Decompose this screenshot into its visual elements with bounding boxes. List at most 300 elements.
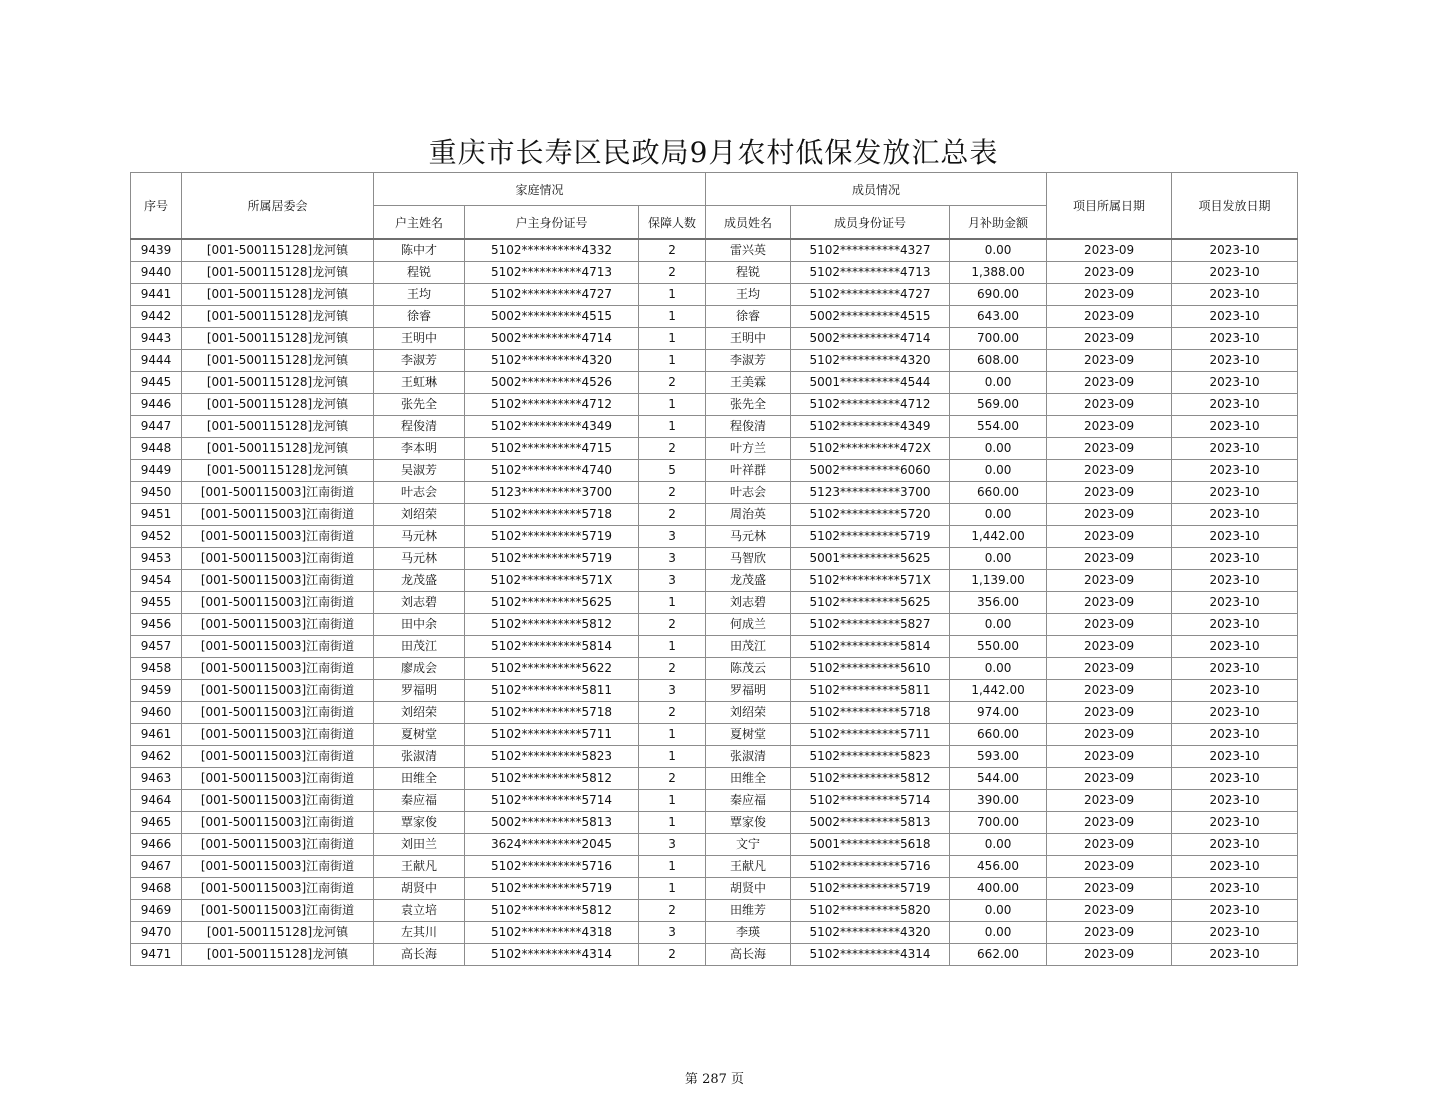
cell-project-date: 2023-09 <box>1047 834 1172 856</box>
cell-head-name: 刘田兰 <box>374 834 465 856</box>
cell-head-id: 5102**********5812 <box>465 900 639 922</box>
cell-amount: 974.00 <box>950 702 1047 724</box>
table-row <box>131 416 1298 438</box>
cell-amount: 390.00 <box>950 790 1047 812</box>
header-row-group <box>131 173 1298 206</box>
cell-member-name: 徐睿 <box>706 306 791 328</box>
cell-committee: [001-500115003]江南街道 <box>182 614 374 636</box>
cell-count: 2 <box>639 702 706 724</box>
cell-count: 1 <box>639 416 706 438</box>
cell-committee: [001-500115128]龙河镇 <box>182 328 374 350</box>
cell-amount: 356.00 <box>950 592 1047 614</box>
cell-member-name: 程锐 <box>706 262 791 284</box>
cell-project-date: 2023-09 <box>1047 350 1172 372</box>
cell-seq: 9450 <box>131 482 182 504</box>
cell-committee: [001-500115128]龙河镇 <box>182 372 374 394</box>
cell-member-name: 刘绍荣 <box>706 702 791 724</box>
cell-issue-date: 2023-10 <box>1172 746 1298 768</box>
cell-member-name: 高长海 <box>706 944 791 966</box>
cell-count: 2 <box>639 768 706 790</box>
cell-issue-date: 2023-10 <box>1172 460 1298 482</box>
cell-seq: 9453 <box>131 548 182 570</box>
cell-project-date: 2023-09 <box>1047 239 1172 262</box>
cell-issue-date: 2023-10 <box>1172 856 1298 878</box>
cell-count: 3 <box>639 526 706 548</box>
cell-head-name: 吴淑芳 <box>374 460 465 482</box>
cell-committee: [001-500115003]江南街道 <box>182 482 374 504</box>
cell-head-id: 5102**********4727 <box>465 284 639 306</box>
table-row <box>131 262 1298 284</box>
page-footer <box>0 1068 1429 1088</box>
cell-count: 1 <box>639 856 706 878</box>
page-suffix: 页 <box>731 1072 745 1087</box>
cell-amount: 660.00 <box>950 724 1047 746</box>
table-row <box>131 614 1298 636</box>
table-row <box>131 394 1298 416</box>
cell-amount: 0.00 <box>950 438 1047 460</box>
table-row <box>131 526 1298 548</box>
cell-head-name: 张先全 <box>374 394 465 416</box>
cell-seq: 9447 <box>131 416 182 438</box>
cell-member-name: 王美霖 <box>706 372 791 394</box>
cell-head-id: 5002**********5813 <box>465 812 639 834</box>
cell-project-date: 2023-09 <box>1047 592 1172 614</box>
cell-head-name: 刘绍荣 <box>374 702 465 724</box>
cell-seq: 9458 <box>131 658 182 680</box>
cell-amount: 690.00 <box>950 284 1047 306</box>
table-row <box>131 944 1298 966</box>
table-row <box>131 284 1298 306</box>
cell-committee: [001-500115003]江南街道 <box>182 680 374 702</box>
cell-member-name: 叶志会 <box>706 482 791 504</box>
cell-count: 2 <box>639 504 706 526</box>
cell-amount: 0.00 <box>950 504 1047 526</box>
cell-member-id: 5102**********5716 <box>791 856 950 878</box>
cell-committee: [001-500115128]龙河镇 <box>182 922 374 944</box>
header-issue-date: 项目发放日期 <box>1172 173 1298 240</box>
cell-count: 1 <box>639 636 706 658</box>
table-row <box>131 724 1298 746</box>
cell-head-id: 5102**********4715 <box>465 438 639 460</box>
cell-head-name: 马元林 <box>374 548 465 570</box>
cell-member-id: 5102**********5812 <box>791 768 950 790</box>
cell-member-name: 王明中 <box>706 328 791 350</box>
cell-seq: 9449 <box>131 460 182 482</box>
cell-issue-date: 2023-10 <box>1172 592 1298 614</box>
cell-member-id: 5002**********6060 <box>791 460 950 482</box>
cell-seq: 9463 <box>131 768 182 790</box>
header-project-date: 项目所属日期 <box>1047 173 1172 240</box>
cell-member-name: 刘志碧 <box>706 592 791 614</box>
cell-member-id: 5102**********4327 <box>791 239 950 262</box>
cell-committee: [001-500115003]江南街道 <box>182 878 374 900</box>
cell-issue-date: 2023-10 <box>1172 239 1298 262</box>
header-member-group: 成员情况 <box>706 173 1047 206</box>
cell-seq: 9445 <box>131 372 182 394</box>
cell-head-name: 左其川 <box>374 922 465 944</box>
cell-seq: 9444 <box>131 350 182 372</box>
cell-amount: 700.00 <box>950 812 1047 834</box>
cell-member-name: 叶方兰 <box>706 438 791 460</box>
cell-seq: 9439 <box>131 239 182 262</box>
cell-head-name: 张淑清 <box>374 746 465 768</box>
cell-issue-date: 2023-10 <box>1172 482 1298 504</box>
page-title: 重庆市长寿区民政局9月农村低保发放汇总表 <box>428 136 999 169</box>
header-seq: 序号 <box>131 173 182 240</box>
cell-project-date: 2023-09 <box>1047 284 1172 306</box>
cell-count: 1 <box>639 746 706 768</box>
table-row <box>131 372 1298 394</box>
cell-member-id: 5102**********5610 <box>791 658 950 680</box>
cell-member-id: 5102**********5811 <box>791 680 950 702</box>
cell-issue-date: 2023-10 <box>1172 900 1298 922</box>
cell-member-id: 5102**********4713 <box>791 262 950 284</box>
cell-count: 3 <box>639 570 706 592</box>
cell-issue-date: 2023-10 <box>1172 922 1298 944</box>
cell-project-date: 2023-09 <box>1047 504 1172 526</box>
cell-amount: 544.00 <box>950 768 1047 790</box>
cell-committee: [001-500115003]江南街道 <box>182 702 374 724</box>
cell-project-date: 2023-09 <box>1047 482 1172 504</box>
table-row <box>131 306 1298 328</box>
cell-amount: 0.00 <box>950 239 1047 262</box>
cell-member-id: 5102**********4727 <box>791 284 950 306</box>
table-row <box>131 856 1298 878</box>
cell-member-name: 陈茂云 <box>706 658 791 680</box>
cell-issue-date: 2023-10 <box>1172 284 1298 306</box>
cell-head-id: 5102**********5718 <box>465 702 639 724</box>
header-committee: 所属居委会 <box>182 173 374 240</box>
cell-seq: 9461 <box>131 724 182 746</box>
cell-member-id: 5102**********5720 <box>791 504 950 526</box>
cell-member-name: 秦应福 <box>706 790 791 812</box>
table-row <box>131 834 1298 856</box>
cell-head-id: 5102**********4332 <box>465 239 639 262</box>
cell-member-id: 5102**********5718 <box>791 702 950 724</box>
cell-count: 2 <box>639 438 706 460</box>
cell-head-name: 刘绍荣 <box>374 504 465 526</box>
cell-member-name: 王献凡 <box>706 856 791 878</box>
cell-committee: [001-500115003]江南街道 <box>182 834 374 856</box>
cell-count: 2 <box>639 262 706 284</box>
cell-head-id: 5102**********5718 <box>465 504 639 526</box>
cell-amount: 0.00 <box>950 834 1047 856</box>
page-number: 287 <box>702 1072 727 1087</box>
cell-member-name: 文宁 <box>706 834 791 856</box>
cell-head-id: 5102**********4349 <box>465 416 639 438</box>
cell-count: 1 <box>639 394 706 416</box>
cell-committee: [001-500115128]龙河镇 <box>182 460 374 482</box>
cell-issue-date: 2023-10 <box>1172 614 1298 636</box>
cell-head-name: 罗福明 <box>374 680 465 702</box>
cell-count: 2 <box>639 239 706 262</box>
cell-amount: 0.00 <box>950 372 1047 394</box>
cell-project-date: 2023-09 <box>1047 460 1172 482</box>
table-row <box>131 658 1298 680</box>
cell-committee: [001-500115003]江南街道 <box>182 746 374 768</box>
table-row <box>131 482 1298 504</box>
table-row <box>131 702 1298 724</box>
cell-project-date: 2023-09 <box>1047 944 1172 966</box>
cell-seq: 9452 <box>131 526 182 548</box>
cell-head-name: 秦应福 <box>374 790 465 812</box>
cell-member-id: 5001**********5625 <box>791 548 950 570</box>
cell-issue-date: 2023-10 <box>1172 372 1298 394</box>
table-row <box>131 790 1298 812</box>
cell-head-id: 5102**********571X <box>465 570 639 592</box>
cell-amount: 400.00 <box>950 878 1047 900</box>
cell-count: 2 <box>639 900 706 922</box>
cell-committee: [001-500115003]江南街道 <box>182 526 374 548</box>
cell-member-name: 田维芳 <box>706 900 791 922</box>
cell-head-id: 5102**********5716 <box>465 856 639 878</box>
cell-member-name: 李瑛 <box>706 922 791 944</box>
cell-issue-date: 2023-10 <box>1172 768 1298 790</box>
cell-head-name: 程俊清 <box>374 416 465 438</box>
cell-project-date: 2023-09 <box>1047 438 1172 460</box>
cell-seq: 9459 <box>131 680 182 702</box>
cell-seq: 9464 <box>131 790 182 812</box>
cell-member-id: 5102**********5719 <box>791 526 950 548</box>
cell-head-id: 5102**********5711 <box>465 724 639 746</box>
cell-member-name: 程俊清 <box>706 416 791 438</box>
cell-member-id: 5001**********4544 <box>791 372 950 394</box>
cell-head-id: 5102**********5812 <box>465 614 639 636</box>
cell-amount: 643.00 <box>950 306 1047 328</box>
cell-head-id: 5102**********5714 <box>465 790 639 812</box>
table-row <box>131 570 1298 592</box>
cell-member-name: 夏树堂 <box>706 724 791 746</box>
cell-committee: [001-500115128]龙河镇 <box>182 262 374 284</box>
cell-head-id: 5102**********5823 <box>465 746 639 768</box>
cell-seq: 9462 <box>131 746 182 768</box>
cell-member-name: 马元林 <box>706 526 791 548</box>
cell-seq: 9471 <box>131 944 182 966</box>
cell-committee: [001-500115003]江南街道 <box>182 636 374 658</box>
cell-project-date: 2023-09 <box>1047 856 1172 878</box>
cell-amount: 0.00 <box>950 548 1047 570</box>
cell-seq: 9448 <box>131 438 182 460</box>
cell-amount: 593.00 <box>950 746 1047 768</box>
table-row <box>131 350 1298 372</box>
cell-count: 1 <box>639 328 706 350</box>
cell-head-id: 5102**********5719 <box>465 526 639 548</box>
cell-member-id: 5002**********5813 <box>791 812 950 834</box>
cell-head-id: 5102**********5814 <box>465 636 639 658</box>
cell-head-name: 胡贤中 <box>374 878 465 900</box>
cell-member-name: 张淑清 <box>706 746 791 768</box>
cell-issue-date: 2023-10 <box>1172 702 1298 724</box>
cell-member-id: 5102**********4320 <box>791 350 950 372</box>
cell-head-name: 田中余 <box>374 614 465 636</box>
cell-seq: 9465 <box>131 812 182 834</box>
cell-project-date: 2023-09 <box>1047 790 1172 812</box>
cell-count: 1 <box>639 284 706 306</box>
cell-member-name: 何成兰 <box>706 614 791 636</box>
cell-issue-date: 2023-10 <box>1172 548 1298 570</box>
cell-project-date: 2023-09 <box>1047 658 1172 680</box>
table-row <box>131 878 1298 900</box>
cell-head-name: 李本明 <box>374 438 465 460</box>
cell-head-name: 王明中 <box>374 328 465 350</box>
cell-amount: 554.00 <box>950 416 1047 438</box>
cell-head-id: 5102**********5719 <box>465 878 639 900</box>
cell-committee: [001-500115128]龙河镇 <box>182 394 374 416</box>
cell-head-name: 陈中才 <box>374 239 465 262</box>
cell-count: 2 <box>639 372 706 394</box>
cell-member-id: 5002**********4714 <box>791 328 950 350</box>
cell-issue-date: 2023-10 <box>1172 328 1298 350</box>
cell-amount: 0.00 <box>950 460 1047 482</box>
cell-member-name: 张先全 <box>706 394 791 416</box>
cell-head-id: 5002**********4526 <box>465 372 639 394</box>
cell-count: 3 <box>639 680 706 702</box>
cell-head-id: 5002**********4714 <box>465 328 639 350</box>
cell-issue-date: 2023-10 <box>1172 636 1298 658</box>
cell-amount: 662.00 <box>950 944 1047 966</box>
cell-count: 1 <box>639 812 706 834</box>
table-row <box>131 592 1298 614</box>
cell-seq: 9455 <box>131 592 182 614</box>
cell-member-name: 王均 <box>706 284 791 306</box>
cell-issue-date: 2023-10 <box>1172 570 1298 592</box>
cell-issue-date: 2023-10 <box>1172 504 1298 526</box>
cell-issue-date: 2023-10 <box>1172 944 1298 966</box>
cell-committee: [001-500115003]江南街道 <box>182 812 374 834</box>
cell-issue-date: 2023-10 <box>1172 306 1298 328</box>
cell-member-id: 5102**********5625 <box>791 592 950 614</box>
header-family-group: 家庭情况 <box>374 173 706 206</box>
table-row <box>131 768 1298 790</box>
table-row <box>131 900 1298 922</box>
cell-count: 3 <box>639 922 706 944</box>
cell-amount: 550.00 <box>950 636 1047 658</box>
cell-issue-date: 2023-10 <box>1172 680 1298 702</box>
table-row <box>131 504 1298 526</box>
cell-committee: [001-500115128]龙河镇 <box>182 284 374 306</box>
cell-member-id: 5001**********5618 <box>791 834 950 856</box>
cell-head-name: 叶志会 <box>374 482 465 504</box>
cell-committee: [001-500115003]江南街道 <box>182 724 374 746</box>
cell-member-id: 5102**********472X <box>791 438 950 460</box>
cell-head-id: 5102**********5719 <box>465 548 639 570</box>
cell-project-date: 2023-09 <box>1047 878 1172 900</box>
cell-head-name: 王献凡 <box>374 856 465 878</box>
cell-count: 2 <box>639 482 706 504</box>
cell-member-name: 罗福明 <box>706 680 791 702</box>
cell-committee: [001-500115003]江南街道 <box>182 856 374 878</box>
table-row <box>131 680 1298 702</box>
cell-member-id: 5102**********5814 <box>791 636 950 658</box>
cell-committee: [001-500115003]江南街道 <box>182 900 374 922</box>
cell-member-name: 田维全 <box>706 768 791 790</box>
cell-amount: 608.00 <box>950 350 1047 372</box>
cell-count: 2 <box>639 944 706 966</box>
header-amount: 月补助金额 <box>950 206 1047 240</box>
page-prefix: 第 <box>684 1072 698 1087</box>
cell-seq: 9466 <box>131 834 182 856</box>
cell-seq: 9456 <box>131 614 182 636</box>
cell-issue-date: 2023-10 <box>1172 724 1298 746</box>
table-row <box>131 812 1298 834</box>
cell-committee: [001-500115003]江南街道 <box>182 504 374 526</box>
relief-summary-table <box>130 172 1298 966</box>
cell-project-date: 2023-09 <box>1047 548 1172 570</box>
cell-issue-date: 2023-10 <box>1172 416 1298 438</box>
cell-seq: 9454 <box>131 570 182 592</box>
table-row <box>131 239 1298 262</box>
cell-seq: 9443 <box>131 328 182 350</box>
cell-count: 5 <box>639 460 706 482</box>
cell-member-id: 5123**********3700 <box>791 482 950 504</box>
cell-amount: 1,442.00 <box>950 680 1047 702</box>
cell-head-id: 5102**********5625 <box>465 592 639 614</box>
cell-project-date: 2023-09 <box>1047 570 1172 592</box>
cell-project-date: 2023-09 <box>1047 900 1172 922</box>
cell-project-date: 2023-09 <box>1047 680 1172 702</box>
cell-head-name: 龙茂盛 <box>374 570 465 592</box>
cell-issue-date: 2023-10 <box>1172 394 1298 416</box>
cell-member-name: 覃家俊 <box>706 812 791 834</box>
cell-committee: [001-500115128]龙河镇 <box>182 416 374 438</box>
cell-member-id: 5102**********4314 <box>791 944 950 966</box>
cell-head-name: 廖成会 <box>374 658 465 680</box>
cell-seq: 9468 <box>131 878 182 900</box>
cell-amount: 0.00 <box>950 614 1047 636</box>
cell-project-date: 2023-09 <box>1047 614 1172 636</box>
cell-member-id: 5102**********571X <box>791 570 950 592</box>
cell-issue-date: 2023-10 <box>1172 658 1298 680</box>
cell-count: 2 <box>639 614 706 636</box>
cell-member-id: 5102**********4349 <box>791 416 950 438</box>
cell-amount: 0.00 <box>950 922 1047 944</box>
cell-committee: [001-500115128]龙河镇 <box>182 944 374 966</box>
cell-head-id: 5123**********3700 <box>465 482 639 504</box>
cell-issue-date: 2023-10 <box>1172 350 1298 372</box>
cell-seq: 9460 <box>131 702 182 724</box>
cell-member-id: 5102**********5820 <box>791 900 950 922</box>
cell-head-name: 夏树堂 <box>374 724 465 746</box>
cell-amount: 700.00 <box>950 328 1047 350</box>
cell-member-id: 5102**********5719 <box>791 878 950 900</box>
cell-member-name: 叶祥群 <box>706 460 791 482</box>
header-member-name: 成员姓名 <box>706 206 791 240</box>
table-row <box>131 438 1298 460</box>
header-head-name: 户主姓名 <box>374 206 465 240</box>
cell-committee: [001-500115003]江南街道 <box>182 570 374 592</box>
cell-head-name: 李淑芳 <box>374 350 465 372</box>
cell-amount: 660.00 <box>950 482 1047 504</box>
cell-head-id: 5102**********4740 <box>465 460 639 482</box>
cell-head-id: 5102**********4320 <box>465 350 639 372</box>
cell-member-id: 5102**********5711 <box>791 724 950 746</box>
table-body <box>131 239 1298 966</box>
cell-head-id: 5102**********5622 <box>465 658 639 680</box>
cell-committee: [001-500115003]江南街道 <box>182 790 374 812</box>
cell-head-id: 5102**********4318 <box>465 922 639 944</box>
cell-head-name: 刘志碧 <box>374 592 465 614</box>
cell-committee: [001-500115003]江南街道 <box>182 658 374 680</box>
cell-head-id: 3624**********2045 <box>465 834 639 856</box>
cell-issue-date: 2023-10 <box>1172 262 1298 284</box>
cell-issue-date: 2023-10 <box>1172 438 1298 460</box>
cell-seq: 9470 <box>131 922 182 944</box>
cell-count: 1 <box>639 350 706 372</box>
cell-member-name: 李淑芳 <box>706 350 791 372</box>
cell-member-name: 雷兴英 <box>706 239 791 262</box>
cell-member-id: 5102**********4320 <box>791 922 950 944</box>
cell-issue-date: 2023-10 <box>1172 526 1298 548</box>
